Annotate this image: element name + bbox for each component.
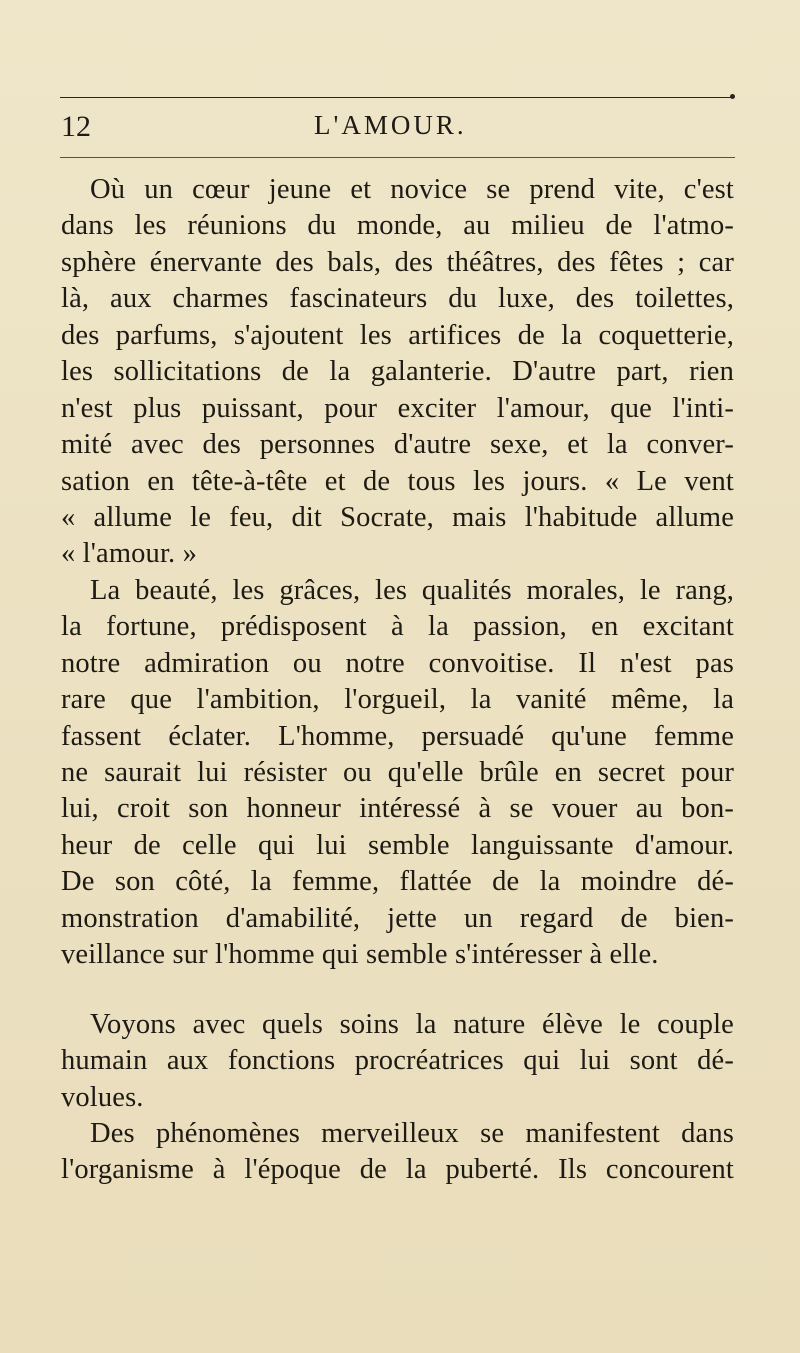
text-line: notre admiration ou notre convoitise. Il n'est pas xyxy=(61,647,734,679)
text-line: les sollicitations de la galanterie. D'autre part, rien xyxy=(61,356,734,388)
text-line: humain aux fonctions procréatrices qui lui sont dé- xyxy=(61,1045,734,1077)
text-line: sphère énervante des bals, des théâtres, des fêtes ; car xyxy=(61,246,734,278)
text-line: rare que l'ambition, l'orgueil, la vanité même, la xyxy=(61,684,734,716)
body-text xyxy=(61,172,734,1189)
text-line: Où un cœur jeune et novice se prend vite, c'est xyxy=(90,174,734,205)
text-line: De son côté, la femme, flattée de la moindre dé- xyxy=(61,866,734,898)
text-line: la fortune, prédisposent à la passion, en excitant xyxy=(61,611,734,643)
text-line: veillance sur l'homme qui semble s'intéresser à elle. xyxy=(61,939,659,971)
page-number: 12 xyxy=(61,110,91,143)
text-line: ne saurait lui résister ou qu'elle brûle en secret pour xyxy=(61,757,734,788)
text-line: « l'amour. » xyxy=(61,538,197,570)
header-rule-dot xyxy=(730,94,735,99)
text-line: monstration d'amabilité, jette un regard de bien- xyxy=(61,902,734,934)
text-line: l'organisme à l'époque de la puberté. Ils concourent xyxy=(61,1154,734,1186)
header-bottom-rule xyxy=(60,157,735,158)
text-line: là, aux charmes fascinateurs du luxe, des toilettes, xyxy=(61,283,734,315)
text-line: La beauté, les grâces, les qualités morales, le rang, xyxy=(90,574,734,606)
text-line: n'est plus puissant, pour exciter l'amour, que l'inti- xyxy=(61,392,734,424)
text-line: mité avec des personnes d'autre sexe, et la conver- xyxy=(61,429,734,461)
paragraph-gap xyxy=(61,974,734,1007)
text-line: dans les réunions du monde, au milieu de l'atmo- xyxy=(61,210,734,242)
text-line: Des phénomènes merveilleux se manifestent dans xyxy=(90,1117,734,1149)
text-line: sation en tête-à-tête et de tous les jours. « Le vent xyxy=(61,465,734,497)
text-line: volues. xyxy=(61,1081,144,1113)
text-line: « allume le feu, dit Socrate, mais l'habitude allume xyxy=(61,501,734,533)
text-line: fassent éclater. L'homme, persuadé qu'une femme xyxy=(61,720,734,752)
running-title: L'AMOUR. xyxy=(314,110,467,140)
text-line: heur de celle qui lui semble languissante d'amour. xyxy=(61,829,734,861)
text-line: lui, croit son honneur intéressé à se vouer au bon- xyxy=(61,793,734,825)
text-line: des parfums, s'ajoutent les artifices de la coquetterie, xyxy=(61,319,734,351)
text-line: Voyons avec quels soins la nature élève le couple xyxy=(90,1008,734,1040)
header-top-rule xyxy=(60,97,732,98)
